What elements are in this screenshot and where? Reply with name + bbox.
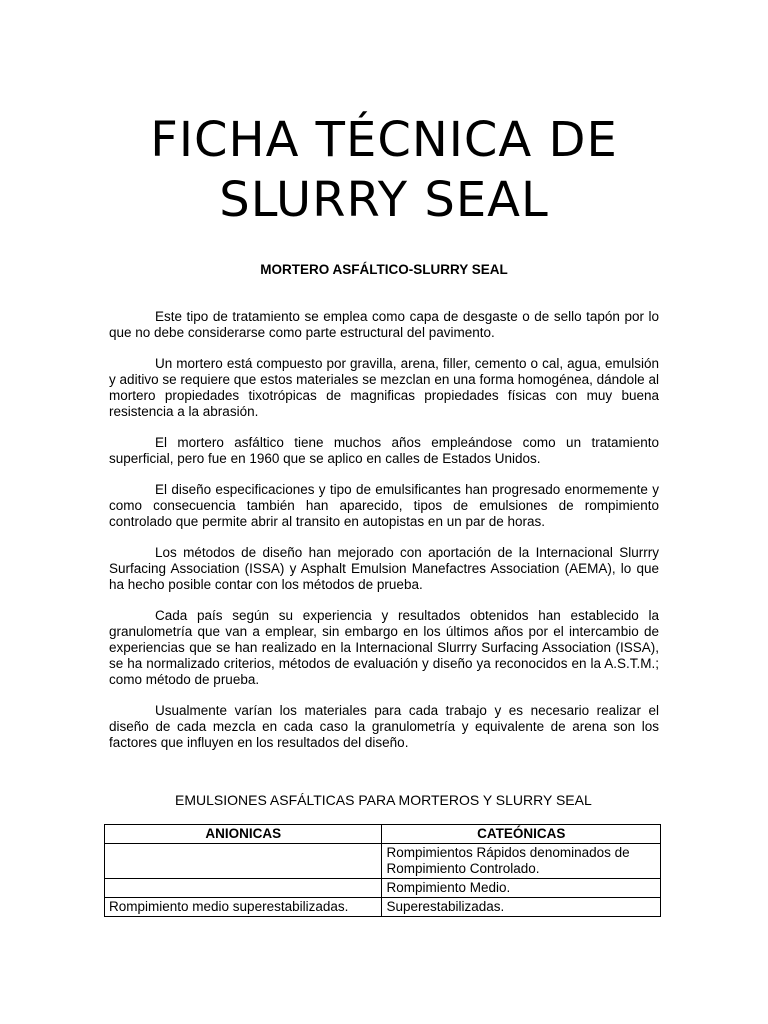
- paragraph-5: Los métodos de diseño han mejorado con aportación de la Internacional Slurrry Surfacing Association (ISSA) y Asphalt Emulsion Manefactres Association (AEMA), lo que ha hecho posible contar con los métodos de prueba.: [109, 545, 659, 592]
- paragraph-4: El diseño especificaciones y tipo de emulsificantes han progresado enormemente y como consecuencia también han aparecido, tipos de emulsiones de rompimiento controlado que permite abrir al transito en autopistas en un par de horas.: [109, 482, 659, 529]
- table-row: [105, 898, 661, 917]
- header-anionicas: ANIONICAS: [105, 825, 382, 844]
- table-header-row: [105, 825, 661, 844]
- table-cell: [105, 879, 382, 898]
- section-subtitle: MORTERO ASFÁLTICO-SLURRY SEAL: [260, 262, 508, 277]
- table-row: [105, 844, 661, 879]
- paragraph-1: Este tipo de tratamiento se emplea como capa de desgaste o de sello tapón por lo que no debe considerarse como parte estructural del pavimento.: [109, 309, 659, 340]
- title-line-1: FICHA TÉCNICA DE: [150, 112, 618, 168]
- title-line-2: SLURRY SEAL: [219, 172, 549, 228]
- page-title: [0, 110, 768, 230]
- table-cell: [105, 844, 382, 879]
- table-cell: Rompimientos Rápidos denominados de Rompimiento Controlado.: [382, 844, 661, 879]
- table-row: [105, 879, 661, 898]
- table-cell: Superestabilizadas.: [382, 898, 661, 917]
- body-text: [109, 309, 659, 766]
- paragraph-2: Un mortero está compuesto por gravilla, arena, filler, cemento o cal, agua, emulsión y aditivo se requiere que estos materiales se mezclan en una forma homogénea, dándole al mortero propiedades tixotrópicas de magnificas propiedades físicas con muy buena resistencia a la abrasión.: [109, 356, 659, 419]
- emulsions-table: [104, 824, 661, 917]
- paragraph-3: El mortero asfáltico tiene muchos años empleándose como un tratamiento superficial, pero fue en 1960 que se aplico en calles de Estados Unidos.: [109, 435, 659, 466]
- header-cateonicas: CATEÓNICAS: [382, 825, 661, 844]
- table-cell: Rompimiento Medio.: [382, 879, 661, 898]
- paragraph-6: Cada país según su experiencia y resultados obtenidos han establecido la granulometría que van a emplear, sin embargo en los últimos años por el intercambio de experiencias que se han realizado en la Internacional Slurrry Surfacing Association (ISSA), se ha normalizado criterios, métodos de evaluación y diseño ya reconocidos en la A.S.T.M.; como método de prueba.: [109, 608, 659, 687]
- table-cell: Rompimiento medio superestabilizadas.: [105, 898, 382, 917]
- table-caption: EMULSIONES ASFÁLTICAS PARA MORTEROS Y SLURRY SEAL: [175, 792, 592, 808]
- paragraph-7: Usualmente varían los materiales para cada trabajo y es necesario realizar el diseño de cada mezcla en cada caso la granulometría y equivalente de arena son los factores que influyen en los resultados del diseño.: [109, 703, 659, 750]
